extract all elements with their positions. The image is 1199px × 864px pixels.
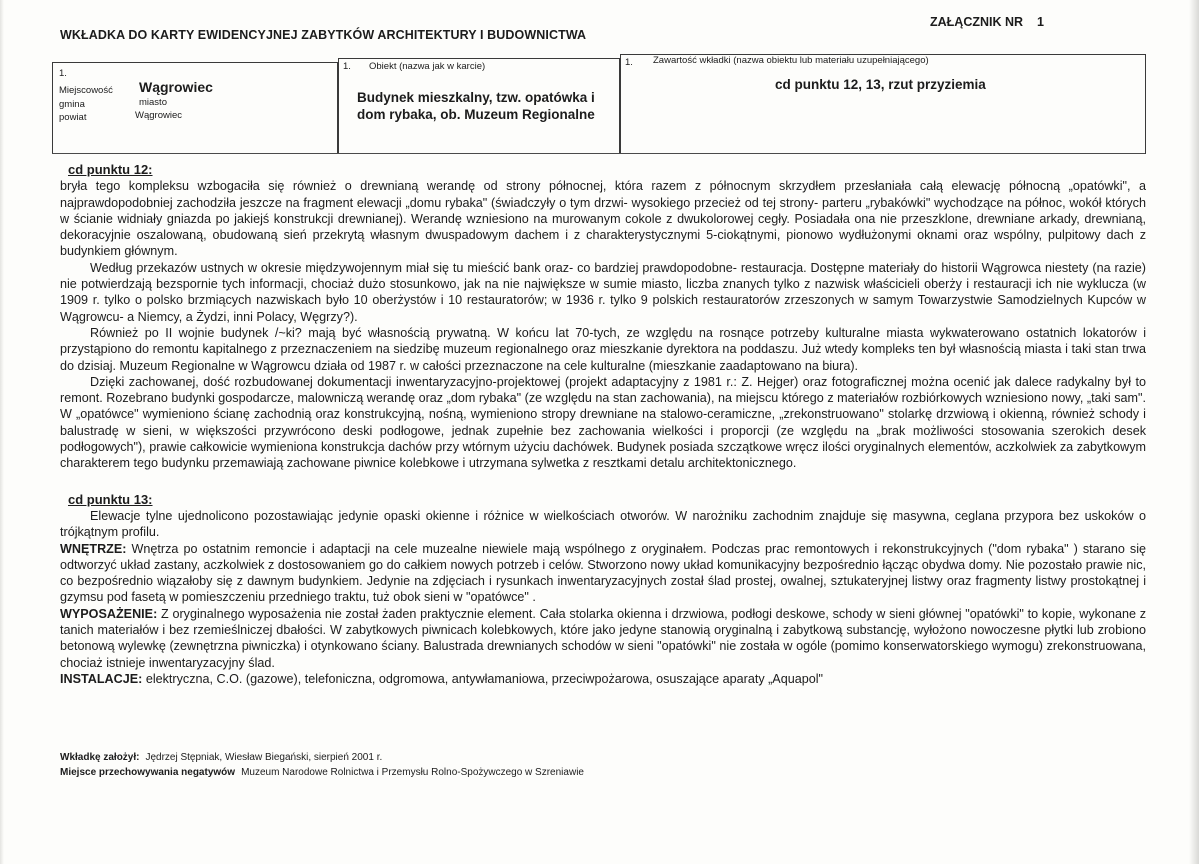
document-title: WKŁADKA DO KARTY EWIDENCYJNEJ ZABYTKÓW ARCHITEKTURY I BUDOWNICTWA (60, 28, 587, 42)
section-heading: cd punktu 12: (68, 162, 153, 177)
wnetrze-label: WNĘTRZE: (60, 541, 127, 556)
object-name-line: dom rybaka, ob. Muzeum Regionalne (357, 107, 595, 122)
wnetrze-text: Wnętrza po ostatnim remoncie i adaptacji na cele muzealne niewiele mają wspólnego z oryginałem. Podczas prac remontowych i rekonstrukcyjnych ("dom rybaka" ) starano się odtworzyć układ zastany, aczkolwiek z dostosowaniem go do całkiem nowych potrzeb i celów. Stworzono nowy układ komunikacyjny bezpośrednio łącząc obydwa domy. Nie pozostało prawie nic, co bezpośrednio wiązałoby się z dawnym budynkiem. Jedynie na zdjęciach i rysunkach inwentaryzacyjnych został ślad prostej, owalnej, sztukateryjnej listwy oraz fragmenty listwy prostokątnej i gzymsu pod fasetą w pomieszczeniu przedniego traktu, tuż obok sieni w "opatówce" . (60, 541, 1147, 605)
author-value: Jędrzej Stępniak, Wiesław Biegański, sierpień 2001 r. (145, 752, 383, 763)
paragraph: Według przekazów ustnych w okresie międzywojennym miał się tu mieścić bank oraz- co bardziej prawdopodobne- restauracja. Dostępne materiały do historii Wągrowca niestety (na razie) nie potwierdzają bezspornie tych informacji, chociaż dużo stosunkowo, jak na nie największe w sumie miasto, liczba znanych tylko z nazwisk właścicieli oberży i restauracji ich nie wyklucza (w 1909 r. tylko o polsko brzmiących nazwiskach było 10 oberżystów i 10 restauratorów; w 1936 r. tylko 9 polskich restauratorów zrzeszonych w samym Towarzystwie Samodzielnych Kupców w Wągrowcu- a Niemcy, a Żydzi, inni Polacy, Węgrzy?). (60, 260, 1146, 324)
field-number: 1. (343, 61, 351, 72)
footer (60, 750, 584, 780)
wyposazenie-text: Z oryginalnego wyposażenia nie został żaden praktycznie element. Cała stolarka okienna i drzwiowa, podłogi deskowe, schody w sieni głównej "opatówki" to kopie, wykonane z tanich materiałów i bez rzemieślniczej dbałości. W zabytkowych piwnicach kolebkowych, które jako jedyne stanowią oryginalną i zabytkową substancję, wyłożono nowoczesne płytki lub zrobiono betonową wylewkę (zewnętrzna piwniczka) i otynkowano ściany. Balustrada drewnianych schodów w sieni "opatówki" nie została w ogóle (pomimo konserwatorskiego wymogu) zrekonstruowana, chociaż istnieje inwentaryzacyjny ślad. (60, 606, 1147, 670)
powiat-value: Wągrowiec (135, 110, 182, 121)
location-box (52, 62, 338, 154)
contents-value: cd punktu 12, 13, rzut przyziemia (775, 77, 986, 92)
paragraph: bryła tego kompleksu wzbogaciła się również o drewnianą werandę od strony północnej, która razem z północnym skrzydłem przesłaniała całą elewację północną „opatówki", a najprawdopodobniej zachodziła jeszcze na fragment elewacji „domu rybaka" (świadczyły o tym drzwi- wysokiego przecież od tej strony- parteru „rybakówki" wychodzące na północ, wokół których w ścianie widniały gniazda po jakiejś konstrukcji drewnianej). Werandę wzniesiono na murowanym cokole z dwukolorowej cegły. Posiadała ona nie przeszklone, drewniane arkady, drewnianą, dekoracyjnie oszalowaną, obudowaną sień przekrytą własnym dwuspadowym dachem i z charakterystycznymi 5-ciokątnymi, pionowo wydłużonymi oknami oraz wspólny, pulpitowy dach z budynkiem głównym. (60, 179, 1146, 259)
paragraph: Elewacje tylne ujednolicono pozostawiając jedynie opaski okienne i różnice w wielkościach otworów. W narożniku zachodnim znajduje się masywna, ceglana przypora bez uskoków o trójkątnym profilu. (60, 508, 1146, 540)
author-row (60, 750, 584, 765)
field-number: 1. (625, 57, 633, 68)
page-edge (0, 0, 4, 864)
gmina-label: gmina (59, 99, 85, 110)
section-heading: cd punktu 13: (68, 491, 153, 507)
negatives-row (60, 765, 584, 780)
document-body (60, 162, 1146, 687)
paragraph (60, 671, 1146, 687)
negatives-label: Miejsce przechowywania negatywów (60, 767, 236, 778)
object-box (338, 58, 620, 154)
negatives-value: Muzeum Narodowe Rolnictwa i Przemysłu Rolno-Spożywczego w Szreniawie (241, 767, 584, 778)
author-label: Wkładkę założył: (60, 752, 140, 763)
instalacje-text: elektryczna, C.O. (gazowe), telefoniczna, odgromowa, antywłamaniowa, przeciwpożarowa, osuszające aparaty „Aquapol" (145, 671, 823, 686)
divider (52, 153, 1145, 154)
page-edge (1189, 0, 1199, 864)
paragraph: Dzięki zachowanej, dość rozbudowanej dokumentacji inwentaryzacyjno-projektowej (projekt adaptacyjny z 1981 r.: Z. Hejger) oraz fotograficznej można ocenić jak dalece radykalny był to remont. Rozebrano budynki gospodarcze, malowniczą werandę oraz „dom rybaka" (ze względu na stan zachowania), na miejscu którego z materiałów rozbiórkowych wzniesiono nowy, „taki sam". W „opatówce" wymieniono ścianę zachodnią oraz konstrukcyjną, nośną, wymieniono stropy drewniane na stalowo-ceramiczne, „zrekonstruowano" stolarkę drzwiową i okienną, również schody i balustradę w sieni, w większości przywrócono deski podłogowe, jednak zupełnie bez zachowania wielkości i proporcji (ze względu na „brak możliwości stosowania szerokich desek podłogowych"), prawie całkowicie wymieniona konstrukcja dachów przy wtórnym użyciu dachówek. Budynek posiada szczątkowe wręcz ilości oryginalnych elementów, aczkolwiek za zabytkowym charakterem tego budynku przemawiają zachowane piwnice kolebkowe i utrzymana sylwetka z resztkami detalu architektonicznego. (60, 374, 1146, 471)
instalacje-label: INSTALACJE: (60, 671, 143, 686)
paragraph (60, 606, 1146, 671)
object-name-line: Budynek mieszkalny, tzw. opatówka i (357, 90, 595, 105)
contents-label: Zawartość wkładki (nazwa obiektu lub materiału uzupełniającego) (653, 55, 929, 66)
attachment-label: ZAŁĄCZNIK NR (930, 15, 1024, 29)
paragraph (60, 541, 1146, 606)
powiat-label: powiat (59, 112, 87, 123)
object-name (357, 89, 617, 123)
wyposazenie-label: WYPOSAŻENIE: (60, 606, 158, 621)
miejscowosc-value: Wągrowiec (139, 79, 213, 95)
attachment-number (930, 15, 1044, 29)
attachment-number-value: 1 (1037, 15, 1044, 29)
field-number: 1. (59, 68, 67, 79)
contents-box (620, 54, 1146, 154)
paragraph: Również po II wojnie budynek /~ki? mają być własnością prywatną. W końcu lat 70-tych, ze względu na rosnące potrzeby kulturalne miasta wykwaterowano ostatnich lokatorów i przystąpiono do remontu kapitalnego z przeznaczeniem na siedzibę muzeum regionalnego oraz mieszkanie dyrektora na poddaszu. Już wtedy kompleks ten był własnością miasta i taki stan trwa do dzisiaj. Muzeum Regionalne w Wągrowcu działa od 1987 r. w całości przeznaczone na cele kulturalne (mieszkanie zaadaptowano na biura). (60, 325, 1146, 373)
miejscowosc-label: Miejscowość (59, 85, 113, 96)
gmina-value: miasto (139, 97, 167, 108)
object-label: Obiekt (nazwa jak w karcie) (369, 61, 486, 72)
spacer (60, 472, 1146, 492)
